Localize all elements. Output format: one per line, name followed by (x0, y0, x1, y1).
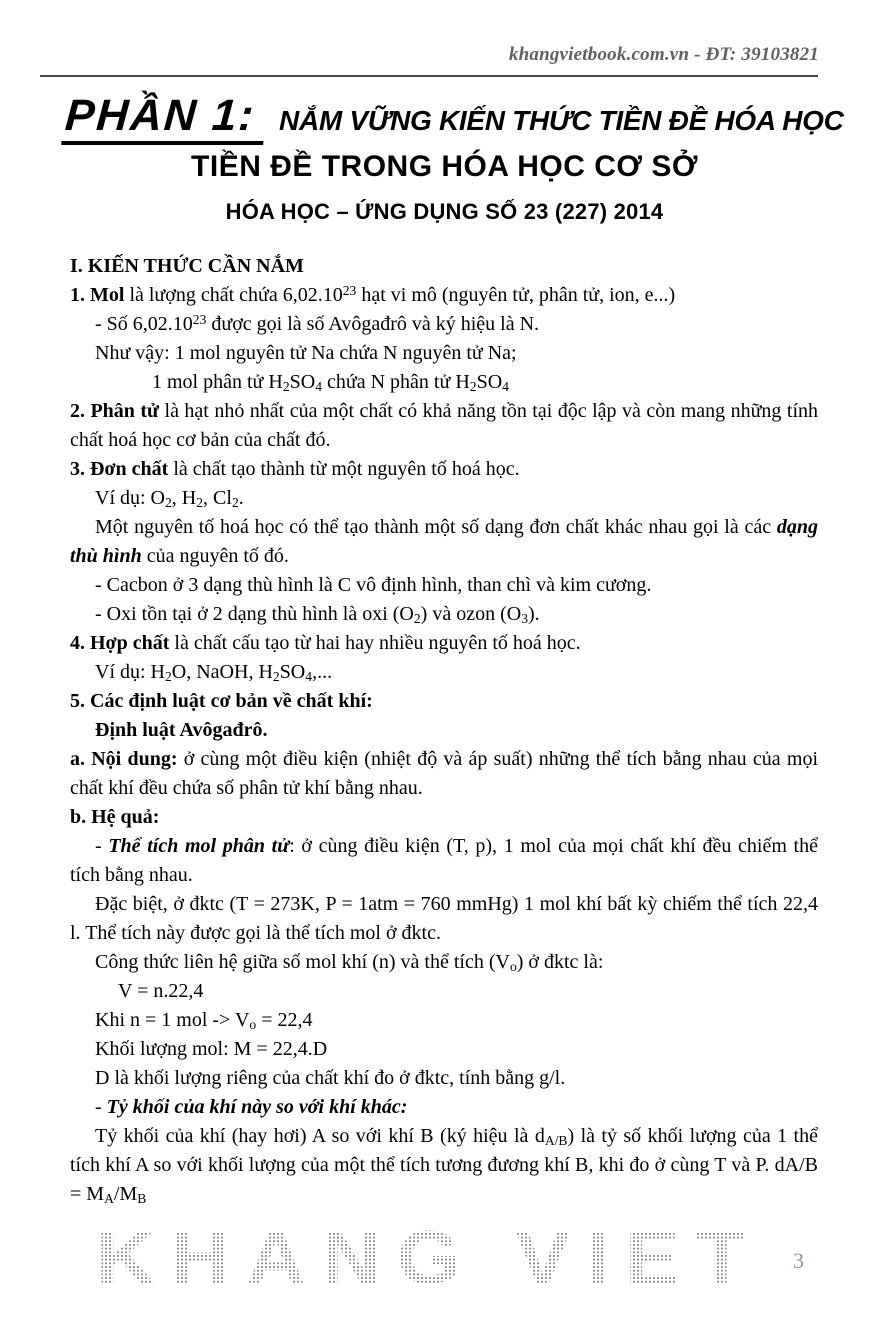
text-run: Tỷ khối của khí này so với khí khác: (106, 1096, 408, 1118)
text-run: ở cùng một điều kiện (nhiệt độ và áp suất) những thể tích bằng nhau của mọi chất khí đều chứa số phân tử khí bằng nhau. (70, 748, 819, 799)
paragraph (70, 658, 818, 687)
text-run: Công thức liên hệ giữa số mol khí (n) và thể tích (V (95, 951, 510, 973)
paragraph (70, 397, 818, 455)
paragraph (70, 687, 818, 716)
text-run: chứa N phân tử H (322, 371, 470, 393)
paragraph (70, 803, 818, 832)
text-run: - (95, 835, 109, 857)
text-run: o (249, 1016, 257, 1032)
paragraph (70, 890, 818, 948)
chapter-subtitle: TIỀN ĐỀ TRONG HÓA HỌC CƠ SỞ (191, 150, 698, 183)
paragraph (70, 1064, 818, 1093)
paragraph (70, 252, 818, 281)
text-run: ,... (312, 661, 333, 683)
text-run: là lượng chất chứa 6,02.10 (124, 284, 343, 306)
text-run: 2 (165, 668, 172, 684)
paragraph (70, 948, 818, 977)
publisher-watermark: KHANG VIET (96, 1216, 762, 1301)
paragraph (70, 629, 818, 658)
text-run: dạng thù hình (70, 516, 818, 567)
text-run: được gọi là số Avôgađrô và ký hiệu là N. (206, 313, 540, 335)
text-run: 2. Phân tử (70, 400, 160, 422)
text-run: 4 (305, 668, 313, 684)
text-run: Thể tích mol phân tử (108, 835, 290, 857)
text-run: 23 (192, 311, 207, 327)
text-run: a. Nội dung: (70, 748, 178, 770)
text-run: Định luật Avôgađrô. (95, 719, 268, 741)
text-run: 4 (502, 378, 509, 394)
text-run: Như vậy: 1 mol nguyên tử Na chứa N nguyên tử Na; (95, 342, 517, 364)
paragraph (70, 832, 818, 890)
text-run: - Số 6,02.10 (95, 313, 193, 335)
text-run: 2 (469, 378, 477, 394)
text-run: 2 (165, 494, 172, 510)
text-run: /M (113, 1183, 138, 1205)
paragraph (70, 281, 818, 310)
paragraph (70, 1035, 818, 1064)
text-run: B (137, 1190, 147, 1206)
text-run: A/B (544, 1132, 568, 1148)
paragraph (70, 1122, 818, 1209)
text-run: . (238, 487, 244, 509)
text-run: = 22,4 (256, 1009, 313, 1031)
text-run: - (95, 1096, 107, 1118)
header-divider (40, 75, 818, 77)
paragraph (70, 455, 818, 484)
text-run: SO (289, 371, 316, 393)
text-run: o (509, 958, 517, 974)
source-line: HÓA HỌC – ỨNG DỤNG SỐ 23 (227) 2014 (225, 199, 664, 224)
text-run: I. KIẾN THỨC CẦN NẮM (70, 255, 304, 277)
text-run: Ví dụ: H (95, 661, 165, 683)
site-header-text: khangvietbook.com.vn - ĐT: 39103821 (508, 44, 819, 65)
text-run: của nguyên tố đó. (141, 545, 289, 567)
document-body (70, 252, 818, 1209)
text-run: Đặc biệt, ở đktc (T = 273K, P = 1atm = 760 mmHg) 1 mol khí bất kỳ chiếm thể tích 22,4 l. Thể tích này được gọi là thể tích mol ở đktc. (70, 893, 818, 944)
text-run: Khối lượng mol: M = 22,4.D (95, 1038, 328, 1060)
text-run: 2 (413, 610, 421, 626)
text-run: - Oxi tồn tại ở 2 dạng thù hình là oxi (O (95, 603, 414, 625)
paragraph (70, 571, 818, 600)
text-run: 1. Mol (70, 284, 125, 306)
paragraph (70, 745, 818, 803)
text-run: ) là tỷ số khối lượng của 1 thể tích khí A so với khối lượng của một thể tích tương đương khí B, khi đo ở cùng T và P. dA/B = M (70, 1125, 818, 1205)
text-run: : ở cùng điều kiện (T, p), 1 mol của mọi chất khí đều chiếm thể tích bằng nhau. (70, 835, 818, 886)
text-run: 2 (272, 668, 280, 684)
text-run: , H (171, 487, 197, 509)
text-run: là chất cấu tạo từ hai hay nhiều nguyên tố hoá học. (169, 632, 581, 654)
text-run: O, NaOH, H (171, 661, 273, 683)
text-run: ) và ozon (O (420, 603, 522, 625)
paragraph (70, 600, 818, 629)
paragraph (70, 513, 818, 571)
text-run: 5. Các định luật cơ bản về chất khí: (70, 690, 373, 712)
text-run: 2 (196, 494, 204, 510)
paragraph (70, 1093, 818, 1122)
text-run: Ví dụ: O (95, 487, 165, 509)
text-run: SO (279, 661, 306, 683)
text-run: ) ở đktc là: (516, 951, 604, 973)
text-run: A (104, 1190, 114, 1206)
text-run: Tỷ khối của khí (hay hơi) A so với khí B (ký hiệu là d (95, 1125, 545, 1147)
text-run: hạt vi mô (nguyên tử, phân tử, ion, e...) (356, 284, 676, 306)
paragraph (70, 339, 818, 368)
text-run: V = n.22,4 (118, 980, 204, 1002)
text-run: , Cl (203, 487, 232, 509)
paragraph (70, 716, 818, 745)
text-run: Một nguyên tố hoá học có thể tạo thành một số dạng đơn chất khác nhau gọi là các (95, 516, 777, 538)
part-title-row (63, 91, 844, 145)
text-run: Khi n = 1 mol -> V (95, 1009, 250, 1031)
text-run: 2 (282, 378, 290, 394)
text-run: 23 (342, 282, 357, 298)
paragraph (70, 977, 818, 1006)
text-run: 4 (315, 378, 323, 394)
text-run: 3 (521, 610, 528, 626)
text-run: - Cacbon ở 3 dạng thù hình là C vô định hình, than chì và kim cương. (95, 574, 652, 596)
text-run: 1 mol phân tử H (152, 371, 283, 393)
text-run: ). (528, 603, 540, 625)
text-run: D là khối lượng riêng của chất khí đo ở đktc, tính bằng g/l. (95, 1067, 566, 1089)
part-title: NẮM VỮNG KIẾN THỨC TIỀN ĐỀ HÓA HỌC (279, 105, 844, 136)
page-number: 3 (793, 1248, 804, 1273)
text-run: 4. Hợp chất (70, 632, 170, 654)
part-label: PHẦN 1: (61, 92, 267, 145)
paragraph (70, 310, 818, 339)
paragraph (70, 1006, 818, 1035)
text-run: là hạt nhỏ nhất của một chất có khả năng tồn tại độc lập và còn mang những tính chất hoá học cơ bản của chất đó. (70, 400, 819, 451)
text-run: b. Hệ quả: (70, 806, 160, 828)
text-run: 2 (231, 494, 239, 510)
text-run: 3. Đơn chất (70, 458, 169, 480)
paragraph (70, 368, 818, 397)
text-run: SO (476, 371, 503, 393)
paragraph (70, 484, 818, 513)
text-run: là chất tạo thành từ một nguyên tố hoá học. (168, 458, 520, 480)
